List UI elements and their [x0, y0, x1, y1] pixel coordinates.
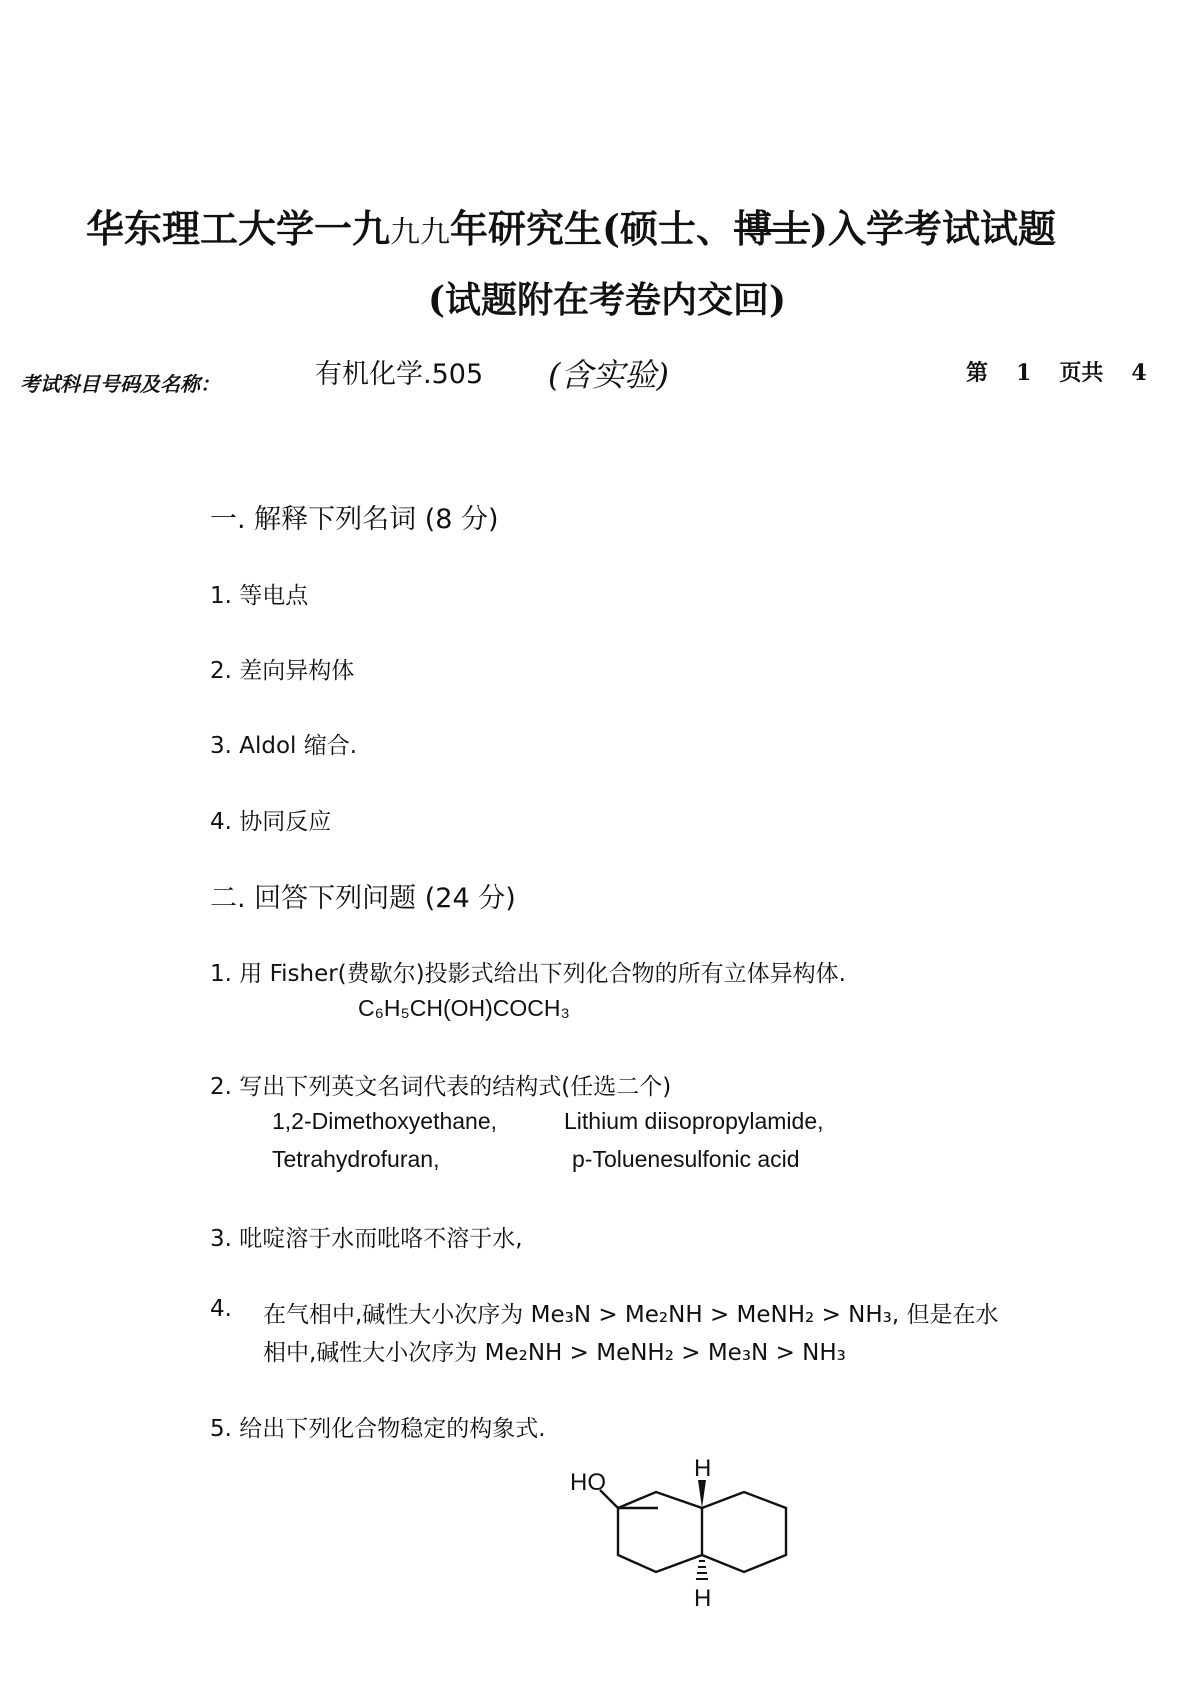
decalol-structure: [570, 1450, 840, 1620]
hashed-bond-bottom: [696, 1561, 708, 1579]
title-part-struck: 博士: [734, 206, 811, 251]
question-2-term: Lithium diisopropylamide,: [564, 1108, 824, 1134]
section-1-item: 1. 等电点: [210, 583, 309, 609]
title-part-b: 九九: [390, 215, 451, 250]
question-4-line-2: 相中,碱性大小次序为 Me₂NH > MeNH₂ > Me₃N > NH₃: [263, 1340, 846, 1366]
title-part-c: 年研究生(硕士、: [450, 206, 734, 251]
title-part-e: )入学考试试题: [810, 206, 1056, 251]
question-3: 3. 吡啶溶于水而吡咯不溶于水,: [210, 1226, 523, 1252]
question-2-term: Tetrahydrofuran,: [272, 1146, 440, 1172]
exam-title: [86, 198, 1056, 253]
subject-label: 考试科目号码及名称：: [20, 372, 220, 396]
section-2-heading: 二. 回答下列问题 (24 分): [210, 883, 516, 914]
h-label-bottom: H: [694, 1585, 712, 1612]
section-1-item: 3. Aldol 缩合.: [210, 733, 358, 759]
question-1-formula: C₆H₅CH(OH)COCH₃: [358, 995, 570, 1021]
section-1-heading: 一. 解释下列名词 (8 分): [210, 504, 499, 535]
question-1: 1. 用 Fisher(费歇尔)投影式给出下列化合物的所有立体异构体.: [210, 961, 846, 987]
question-2-term: 1,2-Dimethoxyethane,: [272, 1108, 498, 1134]
subject-note: (含实验): [548, 356, 669, 394]
section-1-item: 4. 协同反应: [210, 809, 332, 835]
ho-label: HO: [570, 1469, 606, 1496]
h-label-top: H: [694, 1455, 712, 1482]
left-ring: [618, 1492, 702, 1572]
question-2-term: p-Toluenesulfonic acid: [572, 1146, 800, 1172]
question-5: 5. 给出下列化合物稳定的构象式.: [210, 1416, 546, 1442]
question-4-line-1: 在气相中,碱性大小次序为 Me₃N > Me₂NH > MeNH₂ > NH₃, 但是在水: [263, 1302, 999, 1328]
subject-name: 有机化学.505: [315, 359, 484, 390]
page-label: 第: [966, 360, 989, 386]
question-4-number: 4.: [210, 1296, 232, 1322]
page-total: 4: [1131, 360, 1147, 386]
exam-subtitle: (试题附在考卷内交回): [428, 279, 787, 321]
page-total-label: 页共: [1059, 360, 1104, 386]
question-2: 2. 写出下列英文名词代表的结构式(任选二个): [210, 1074, 672, 1100]
title-part-a: 华东理工大学一九: [86, 206, 391, 251]
right-ring: [702, 1492, 786, 1572]
page-number: 1: [1016, 360, 1032, 386]
section-1-item: 2. 差向异构体: [210, 658, 355, 684]
page-info: [966, 356, 1175, 387]
wedge-bond-top: [698, 1480, 706, 1508]
